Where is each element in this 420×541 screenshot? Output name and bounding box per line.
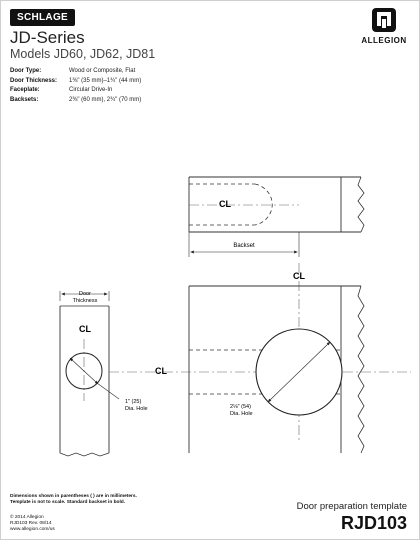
template-caption: Door preparation template <box>296 501 407 512</box>
spec-label: Faceplate: <box>10 87 40 93</box>
edge-view <box>189 177 364 257</box>
large-hole-label-1: 2⅛" (54) <box>230 404 251 410</box>
door-thickness-label-2: Thickness <box>72 298 98 304</box>
large-hole-label-2: Dia. Hole <box>230 411 253 417</box>
door-thickness-label-1: Door <box>79 291 91 297</box>
spec-value: Circular Drive-In <box>69 87 113 93</box>
spec-label: Door Type: <box>10 68 42 74</box>
spec-label: Backsets: <box>10 96 39 103</box>
door-prep-drawing <box>1 1 420 541</box>
centerline-marker: CL <box>155 366 167 376</box>
footer <box>10 515 55 533</box>
schlage-logo: SCHLAGE <box>10 9 75 26</box>
centerline-marker: CL <box>293 271 305 281</box>
page-subtitle: Models JD60, JD62, JD81 <box>10 47 156 61</box>
allegion-wordmark: ALLEGION <box>361 36 407 45</box>
spec-label: Door Thickness: <box>10 77 58 84</box>
template-code: RJD103 <box>340 513 407 533</box>
copyright: © 2014 Allegion <box>10 515 44 520</box>
note-line: Dimensions shown in parentheses ( ) are in millimeters. <box>10 494 137 499</box>
note-line: Template is not to scale. Standard backset in bold. <box>10 500 126 505</box>
spec-value: 2⅜" (60 mm), 2¾" (70 mm) <box>69 96 142 103</box>
centerline-marker: CL <box>219 199 231 209</box>
centerline-marker: CL <box>79 324 91 334</box>
small-hole-label-2: Dia. Hole <box>125 406 148 412</box>
website: www.allegion.com/us <box>10 527 55 532</box>
notes <box>10 494 137 506</box>
revision: RJD103 Rev. 08/14 <box>10 521 52 526</box>
thickness-view <box>60 291 148 456</box>
small-hole-label-1: 1" (25) <box>125 399 142 405</box>
spec-value: Wood or Composite, Flat <box>69 68 136 74</box>
backset-label: Backset <box>233 243 255 249</box>
page-title: JD-Series <box>10 28 85 47</box>
spec-value: 1⅜" (35 mm)–1¾" (44 mm) <box>69 77 142 84</box>
face-view <box>189 286 364 453</box>
